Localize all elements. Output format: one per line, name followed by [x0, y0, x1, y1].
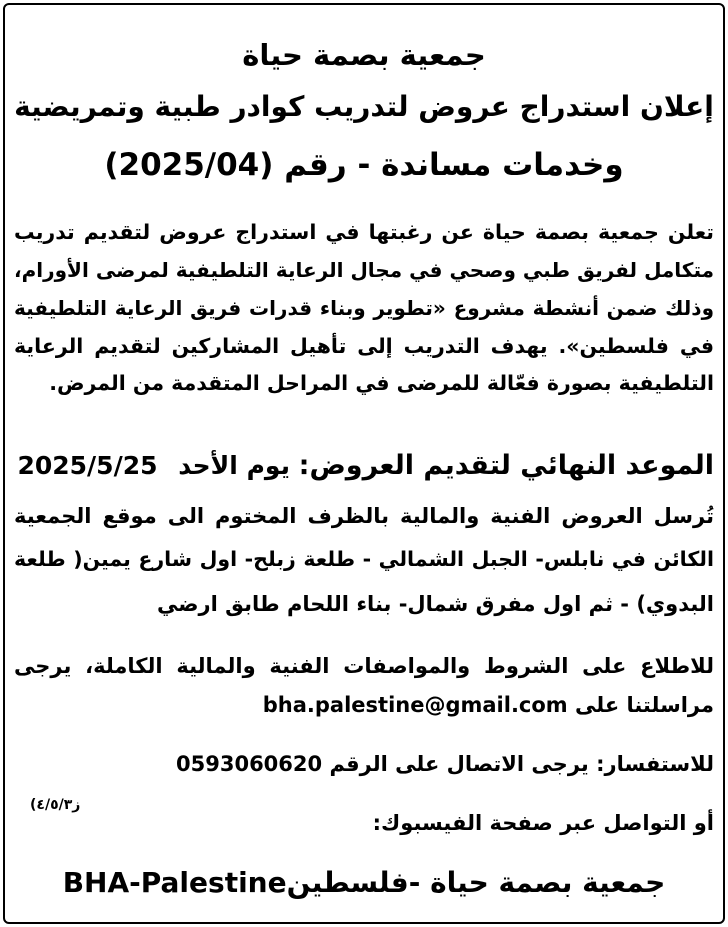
tender-number: (2025/04) — [104, 147, 274, 183]
intro-line-3: وذلك ضمن أنشطة مشروع «تطوير وبناء قدرات فريق الرعاية التلطيفية — [14, 296, 714, 320]
footer-line — [14, 866, 714, 899]
deadline-line — [14, 450, 714, 481]
inquiry-line — [14, 752, 714, 776]
intro-line-2: متكامل لفريق طبي وصحي في مجال الرعاية التلطيفية لمرضى الأورام، — [14, 258, 714, 282]
conditions-line-2 — [14, 693, 714, 717]
deadline-label: الموعد النهائي لتقديم العروض: — [298, 450, 714, 481]
email-address[interactable]: bha.palestine@gmail.com — [262, 693, 568, 717]
announcement-subtitle — [14, 147, 714, 183]
intro-line-5: التلطيفية بصورة فعّالة للمرضى في المراحل المتقدمة من المرض. — [49, 371, 714, 395]
footer-latin: BHA-Palestine — [62, 866, 287, 899]
facebook-line: أو التواصل عبر صفحة الفيسبوك: — [372, 811, 714, 835]
intro-line-4: في فلسطين». يهدف التدريب إلى تأهيل المشاركين لتقديم الرعاية — [14, 334, 714, 358]
ad-content — [14, 0, 714, 927]
organization-title: جمعية بصمة حياة — [242, 38, 486, 72]
intro-line-1: تعلن جمعية بصمة حياة عن رغبتها في استدراج عروض لتقديم تدريب — [14, 220, 714, 244]
deadline-date: 2025/5/25 — [17, 451, 158, 480]
delivery-line-3: البدوي) - ثم اول مفرق شمال- بناء اللحام طابق ارضي — [157, 592, 714, 616]
announcement-title: إعلان استدراج عروض لتدريب كوادر طبية وتمريضية — [14, 90, 714, 123]
delivery-line-1: تُرسل العروض الفنية والمالية بالظرف المختوم الى موقع الجمعية — [14, 504, 714, 528]
conditions-line-1: للاطلاع على الشروط والمواصفات الفنية والمالية الكاملة، يرجى — [14, 654, 714, 678]
phone-number[interactable]: 0593060620 — [176, 752, 323, 776]
footer-arabic: جمعية بصمة حياة -فلسطين — [286, 866, 666, 899]
delivery-line-2: الكائن في نابلس- الجبل الشمالي - طلعة زبلح- اول شارع يمين( طلعة — [14, 547, 714, 571]
conditions-text: مراسلتنا على — [575, 693, 714, 717]
inquiry-text: للاستفسار: يرجى الاتصال على الرقم — [329, 752, 714, 776]
deadline-day: يوم الأحد — [178, 451, 290, 480]
reference-code: ز٤/٥/٣) — [30, 797, 81, 813]
subtitle-text: وخدمات مساندة - رقم — [284, 147, 624, 183]
